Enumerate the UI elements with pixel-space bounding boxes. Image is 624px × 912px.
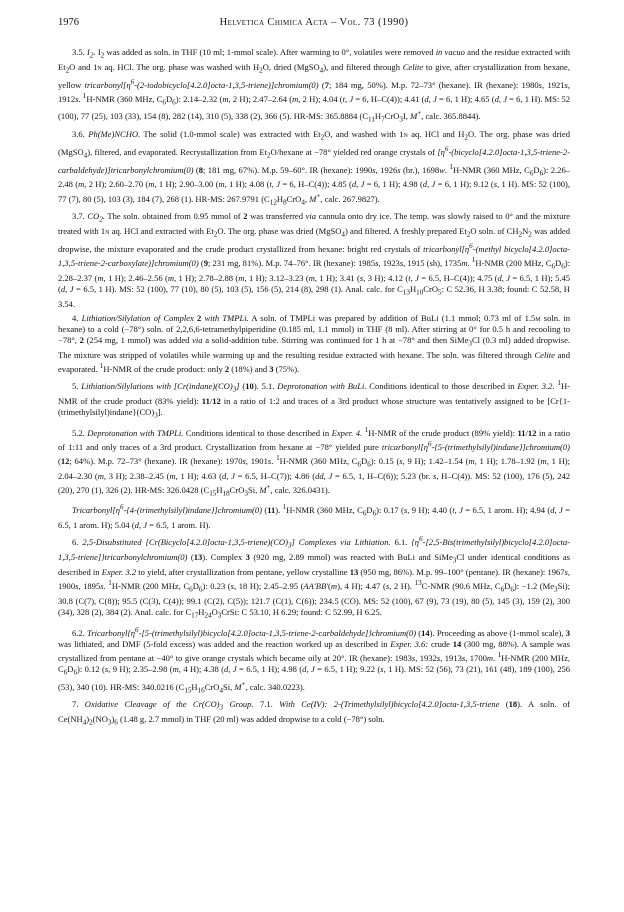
paragraph-p-7: 7. Oxidative Cleavage of the $Cr(CO)_3$ Group. 7.1. With Ce(IV): 2-(Trimethylsilyl)bicyclo[4.2.0]octa-1,3,5-triene (18). A soln. of $Ce(NH_4)_2(NO_3)_6$ (1.48 g, 2.7 mmol) in THF (20 ml) was added dropwise to a cold (−78°) soln. xyxy=(58,699,571,728)
page-number: 1976 xyxy=(58,17,79,28)
document-page xyxy=(58,17,570,732)
paragraph-p-3-6: 3.6. Ph(Me)NCHO. The solid (1.0-mmol scale) was extracted with $Et_2O$, and washed with 1n aq. HCl and $H_2O$. The org. phase was dried (MgSO$_4$), filtered, and evaporated. Recrystallization from $Et_2O$/hexane at −78° yielded red orange crystals of $[\eta^6-(bicyclo[4.2.0]octa-1,3,5-triene-2-carbaldehyde)]tricarbonylchromium(0)$ (8; 181 mg, 67%). M.p. 59–60°. IR (hexane): 1990s, 1926s (br.), 1698w. $^1$H-NMR (360 MHz, $C_6D_6$): 2.26–2.48 (m, 2 H); 2.60–2.70 (m, 1 H); 2.90–3.00 (m, 1 H); 4.08 (t, J = 6, H–C(4)); 4.85 (d, J = 6, 1 H); 4.98 (d, J = 6, 1 H); 9.12 (s, 1 H). MS: 52 (100), 77 (7), 80 (5), 103 (3), 184 (7), 268 (1). HR-MS: 267.9791 ($C_{12}H_8CrO_4$, M+, calc. 267.9827). xyxy=(58,129,571,207)
paragraph-p-5: 5. Lithiation/Silylations with $[Cr(indane)(CO)_3]$ (10). 5.1. Deprotonation with BuLi. Conditions identical to those described in Exper. 3.2. $^1$H-NMR of the crude product (83% yield): 11/12 in a ratio of 1:2 and traces of a 3rd product whose structure was tentatively assigned to be $[Cr\{1-(trimethylsilyl)indane\}(CO)_3]$. xyxy=(58,379,571,420)
journal-title: Helvetica Chimica Acta – Vol. 73 (1990) xyxy=(219,17,409,28)
paragraph-p-4: 4. Lithiation/Silylation of Complex 2 with TMPLi. A soln. of TMPLi was prepared by addition of BuLi (1.1 mmol; 0.73 ml of 1.5m soln. in hexane) to a cold (−78°) soln. of 2,2,6,6-tetramethylpiperidine (0.185 ml, 1.1 mmol) in THF (8 ml). After stirring at 0° for 0.5 h and recooling to −78°, 2 (254 mg, 1 mmol) was added via a solid-addition tube. Stirring was continued for 1 h at −78° and then SiMe$_3$Cl (0.3 ml) added dropwise. The mixture was stripped of volatiles while warming up and the resulting residue extracted with hexane. The soln. was filtered through Celite and evaporated. $^1$H-NMR of the crude product: only 2 (18%) and 3 (75%). xyxy=(58,312,571,375)
paragraph-p-3-5: 3.5. $I_2$. $I_2$ was added as soln. in THF (10 ml; 1-mmol scale). After warming to 0°, volatiles were removed in vacuo and the residue extracted with $Et_2O$ and 1n aq. HCl. The org. phase was washed with $H_2O$, dried (MgSO$_4$), and filtered through Celite to give, after crystallization from hexane, yellow $tricarbonyl[\eta^6-(2-iodobicyclo[4.2.0]octa-1,3,5-triene)]chromium(0)$ (7; 184 mg, 50%). M.p. 72–73° (hexane). IR (hexane): 1980s, 1921s, 1912s. $^1$H-NMR (360 MHz, $C_6D_6$): 2.14–2.32 (m, 2 H); 2.47–2.64 (m, 2 H); 4.04 (t, J = 6, H–C(4)); 4.41 (d, J = 6, 1 H); 4.65 (d, J = 6, 1 H). MS: 52 (100), 77 (25), 103 (33), 154 (8), 282 (14), 310 (5), 338 (2), 366 (5). HR-MS: 365.8884 ($C_{11}H_7CrO_3I$, M+, calc. 365.8844). xyxy=(58,47,571,124)
body-text xyxy=(58,47,570,729)
paragraph-p-3-7: 3.7. $CO_2$. The soln. obtained from 0.95 mmol of 2 was transferred via cannula onto dry ice. The temp. was slowly raised to 0° and the mixture treated with 1n aq. HCl and extracted with $Et_2O$. The org. phase was dried (MgSO$_4$) and filtered. A freshly prepared $Et_2O$ soln. of $CH_2N_2$ was added dropwise, the mixture evaporated and the crude product crystallized from hexane: bright red crystals of $tricarbonyl[\eta^6-(methyl$ bicyclo[4.2.0]octa-1,3,5-triene-2-carboxylate)]chromium(0) (9; 231 mg, 81%). M.p. 74–76°. IR (hexane): 1985s, 1923s, 1915 (sh), 1735m. $^1$H-NMR (200 MHz, $C_6D_6$): 2.28–2.37 (m, 1 H); 2.46–2.56 (m, 1 H); 2.78–2.88 (m, 1 H); 3.12–3.23 (m, 1 H); 3.41 (s, 3 H); 4.12 (t, J = 6.5, H–C(4)); 4.75 (d, J = 6.5, 1 H); 5.45 (d, J = 6.5, 1 H). MS: 52 (100), 77 (10), 80 (5), 103 (5), 156 (5), 214 (8), 298 (1). Anal. calc. for $C_{13}H_{10}CrO_5$: C 52.36, H 3.38; found: C 52.58, H 3.54. xyxy=(58,211,571,309)
running-header xyxy=(58,17,570,33)
paragraph-p-5-2b: $Tricarbonyl[\eta^6-\{4-(trimethylsilyl)indane\}]chromium(0)$ (11). $^1$H-NMR (360 MHz, $C_6D_6$): 0.17 (s, 9 H); 4.40 (t, J = 6.5, 1 arom. H); 4.94 (d, J = 6.5, 1 arom. H); 5.04 (d, J = 6.5, 1 arom. H). xyxy=(58,503,570,531)
paragraph-p-6: 6. 2,5-Disubstituted $[Cr(Bicyclo[4.2.0]octa-1,3,5-triene)(CO)_3]$ Complexes via Lithiation. 6.1. $\{\eta^6-[2,5-Bis(trimethylsilyl)bicyclo[4.2.0]octa-1,3,5-triene]\}tricarbonylchromium(0)$ (13). Complex 3 (920 mg, 2.89 mmol) was reacted with BuLi and SiMe$_3$Cl under identical conditions as described in Exper. 3.2 to yield, after crystallization from pentane, yellow crystalline 13 (950 mg, 86%). M.p. 99–100° (pentane). IR (hexane): 1967s, 1900s, 1895s. $^1$H-NMR (200 MHz, $C_6D_6$): 0.23 (s, 18 H); 2.45–2.95 (AA′BB′(m), 4 H); 4.47 (s, 2 H). $^{13}$C-NMR (90.6 MHz, $C_6D_6$): −1.2 $(Me_3Si)$; 30.8 (C(7), C(8)); 95.5 (C(3), C(4)); 99.1 (C(2), C(5)); 121.7 (C(1), C(6)); 234.5 (CO). MS: 52 (100), 67 (9), 73 (19), 80 (5), 145 (3), 159 (2), 300 (34), 328 (2), 384 (2). Anal. calc. for $C_{17}H_{24}O_3CrSi$: C 53.10, H 6.29; found: C 52.99, H 6.25. xyxy=(58,535,571,620)
paragraph-p-6-2: 6.2. $Tricarbonyl\{\eta^6-[5-(trimethylsilyl)bicyclo[4.2.0]octa-1,3,5-triene-2-carbaldehyde]\}chromium(0)$ (14). Proceeding as above (1-mmol scale), 3 was lithiated, and DMF (5-fold excess) was added and the reaction worked up as described in Exper. 3.6: crude 14 (300 mg, 88%). A sample was crystallized from pentane at −40° to give orange crystals which became oily at 20°. IR (hexane): 1983s, 1932s, 1913s, 1700m. $^1$H-NMR (200 MHz, $C_6D_6$): 0.12 (s, 9 H); 2.35–2.98 (m, 4 H); 4.38 (d, J = 6.5, 1 H); 4.98 (d, J = 6.5, 1 H); 9.22 (s, 1 H). MS: 52 (56), 73 (21), 161 (48), 189 (100), 256 (53), 340 (10). HR-MS: 340.0216 ($C_{15}H_{16}CrO_4Si$, M+, calc. 340.0223). xyxy=(58,625,571,695)
paragraph-p-5-2: 5.2. Deprotonation with TMPLi. Conditions identical to those described in Exper. 4. $^1$H-NMR of the crude product (89% yield): 11/12 in a ratio of 1:11 and only traces of a 3rd product. Crystallization from hexane at −78° yielded pure $tricarbonyl[\eta^6-\{5-(trimethylsilyl)indane\}]chromium(0)$ (12; 64%). M.p. 72–73° (hexane). IR (hexane): 1970s, 1901s. $^1$H-NMR (360 MHz, $C_6D_6$): 0.15 (s, 9 H); 1.42–1.54 (m, 1 H); 1.78–1.92 (m, 1 H); 2.04–2.30 (m, 3 H); 2.38–2.45 (m, 1 H); 4.63 (d, J = 6.5, H–C(7)); 4.86 (dd, J = 6.5, 1, H–C(6)); 5.23 (br. s, H–C(4)). MS: 52 (100), 176 (5), 242 (20), 270 (1), 326 (2). HR-MS: 326.0428 ($C_{15}H_{18}CrO_3Si$, M+, calc. 326.0431). xyxy=(58,425,571,498)
